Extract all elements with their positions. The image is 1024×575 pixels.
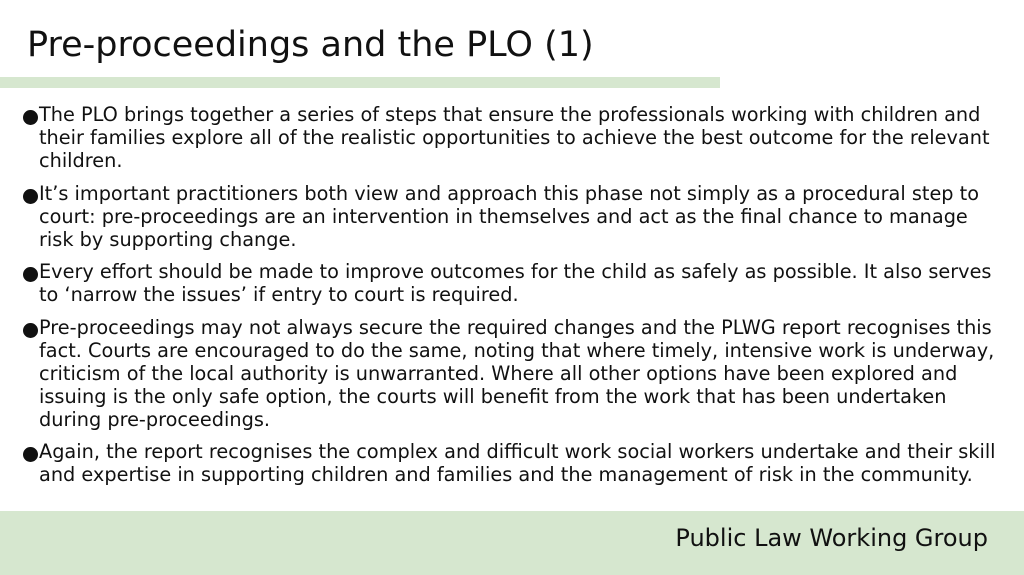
footer-organization-name: Public Law Working Group bbox=[675, 524, 988, 552]
slide-title: Pre-proceedings and the PLO (1) bbox=[27, 25, 594, 65]
bullet-item bbox=[22, 182, 997, 251]
title-underline-bar bbox=[0, 77, 720, 88]
bullet-text: Every effort should be made to improve outcomes for the child as safely as possible. It also serves to ‘narrow the issues’ if entry to court is required. bbox=[39, 260, 992, 306]
bullet-dot-icon bbox=[23, 110, 38, 125]
bullet-dot-icon bbox=[23, 323, 38, 338]
bullet-list bbox=[22, 103, 997, 496]
bullet-text: Again, the report recognises the complex and difficult work social workers undertake and their skill and expertise in supporting children and families and the management of risk in the community. bbox=[39, 440, 996, 486]
footer-bar bbox=[0, 511, 1024, 575]
bullet-item bbox=[22, 260, 997, 306]
bullet-dot-icon bbox=[23, 189, 38, 204]
bullet-text: Pre-proceedings may not always secure the required changes and the PLWG report recognises this fact. Courts are encouraged to do the same, noting that where timely, intensive work is underway, criticism of the local authority is unwarranted. Where all other options have been explored and issuing is the only safe option, the courts will benefit from the work that has been undertaken during pre-proceedings. bbox=[39, 315, 995, 431]
bullet-item bbox=[22, 316, 997, 431]
bullet-item bbox=[22, 103, 997, 172]
bullet-item bbox=[22, 440, 997, 486]
bullet-dot-icon bbox=[23, 267, 38, 282]
bullet-dot-icon bbox=[23, 447, 38, 462]
bullet-text: The PLO brings together a series of steps that ensure the professionals working with children and their families explore all of the realistic opportunities to achieve the best outcome for the relevant children. bbox=[39, 103, 990, 172]
bullet-text: It’s important practitioners both view and approach this phase not simply as a procedural step to court: pre-proceedings are an intervention in themselves and act as the final chance to manage risk by supporting change. bbox=[39, 181, 980, 251]
